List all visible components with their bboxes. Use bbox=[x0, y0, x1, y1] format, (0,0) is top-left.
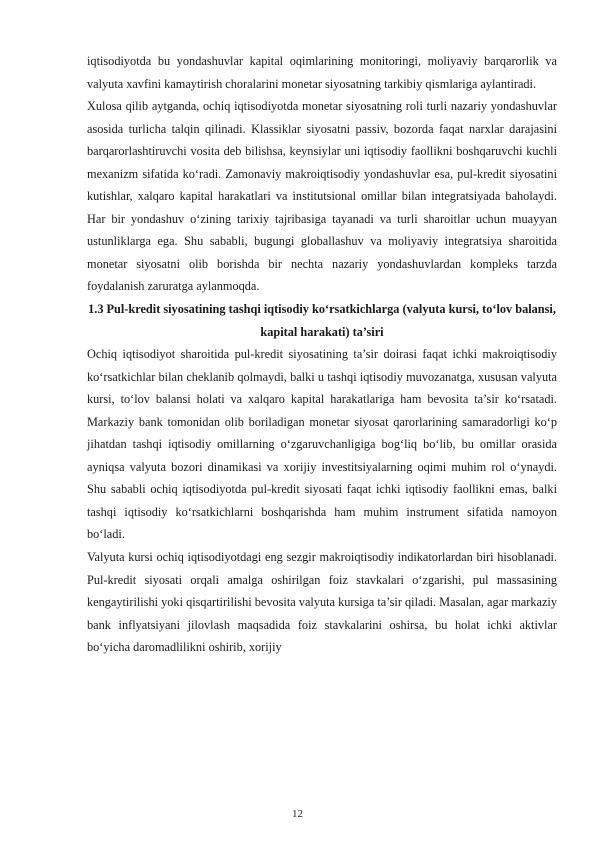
document-page bbox=[87, 50, 557, 659]
paragraph-exchange-rate: Valyuta kursi ochiq iqtisodiyotdagi eng sezgir makroiqtisodiy indikatorlardan biri hisoblanadi. Pul-kredit siyosati orqali amalga oshirilgan foiz stavkalari o‘zgarishi, pul massasining kengaytirilishi yoki qisqartirilishi bevosita valyuta kursiga ta’sir qiladi. Masalan, agar markaziy bank inflyatsiyani jilovlash maqsadida foiz stavkalarini oshirsa, bu holat ichki aktivlar bo‘yicha daromadlilikni oshirib, xorijiy bbox=[87, 550, 557, 655]
paragraph-continued: iqtisodiyotda bu yondashuvlar kapital oqimlarining monitoringi, moliyaviy barqarorlik va valyuta xavfini kamaytirish choralarini monetar siyosatning tarkibiy qismlariga aylantiradi. bbox=[87, 54, 557, 91]
paragraph-conclusion: Xulosa qilib aytganda, ochiq iqtisodiyotda monetar siyosatning roli turli nazariy yondashuvlar asosida turlicha talqin qilinadi. Klassiklar siyosatni passiv, bozorda faqat narxlar darajasini barqarorlashtiruvchi vosita deb bilishsa, keynsiylar uni iqtisodiy faollikni boshqaruvchi kuchli mexanizm sifatida ko‘radi. Zamonaviy makroiqtisodiy yondashuvlar esa, pul-kredit siyosatini kutishlar, xalqaro kapital harakatlari va institutsional omillar bilan integratsiyada baholaydi. Har bir yondashuv o‘zining tarixiy tajribasiga tayanadi va turli sharoitlar uchun muayyan ustunliklarga ega. Shu sababli, bugungi globallashuv va moliyaviy integratsiya sharoitida monetar siyosatni olib borishda bir nechta nazariy yondashuvlardan kompleks tarzda foydalanish zaruratga aylanmoqda. bbox=[87, 99, 557, 294]
section-heading: 1.3 Pul-kredit siyosatining tashqi iqtisodiy ko‘rsatkichlarga (valyuta kursi, to‘lov balansi, kapital harakati) ta’siri bbox=[88, 302, 556, 339]
paragraph-open-economy: Ochiq iqtisodiyot sharoitida pul-kredit siyosatining ta’sir doirasi faqat ichki makroiqtisodiy ko‘rsatkichlar bilan cheklanib qolmaydi, balki u tashqi iqtisodiy muvozanatga, xususan valyuta kursi, to‘lov balansi holati va xalqaro kapital harakatlariga ham bevosita ta’sir ko‘rsatadi. Markaziy bank tomonidan olib boriladigan monetar siyosat qarorlarining samaradorligi ko‘p jihatdan tashqi iqtisodiy omillarning o‘zgaruvchanligiga bog‘liq bo‘lib, bu omillar orasida ayniqsa valyuta bozori dinamikasi va xorijiy investitsiyalarning oqimi muhim rol o‘ynaydi. Shu sababli ochiq iqtisodiyotda pul-kredit siyosati faqat ichki iqtisodiy faollikni emas, balki tashqi iqtisodiy ko‘rsatkichlarni boshqarishda ham muhim instrument sifatida namoyon bo‘ladi. bbox=[87, 347, 557, 542]
page-number: 12 bbox=[292, 808, 303, 820]
